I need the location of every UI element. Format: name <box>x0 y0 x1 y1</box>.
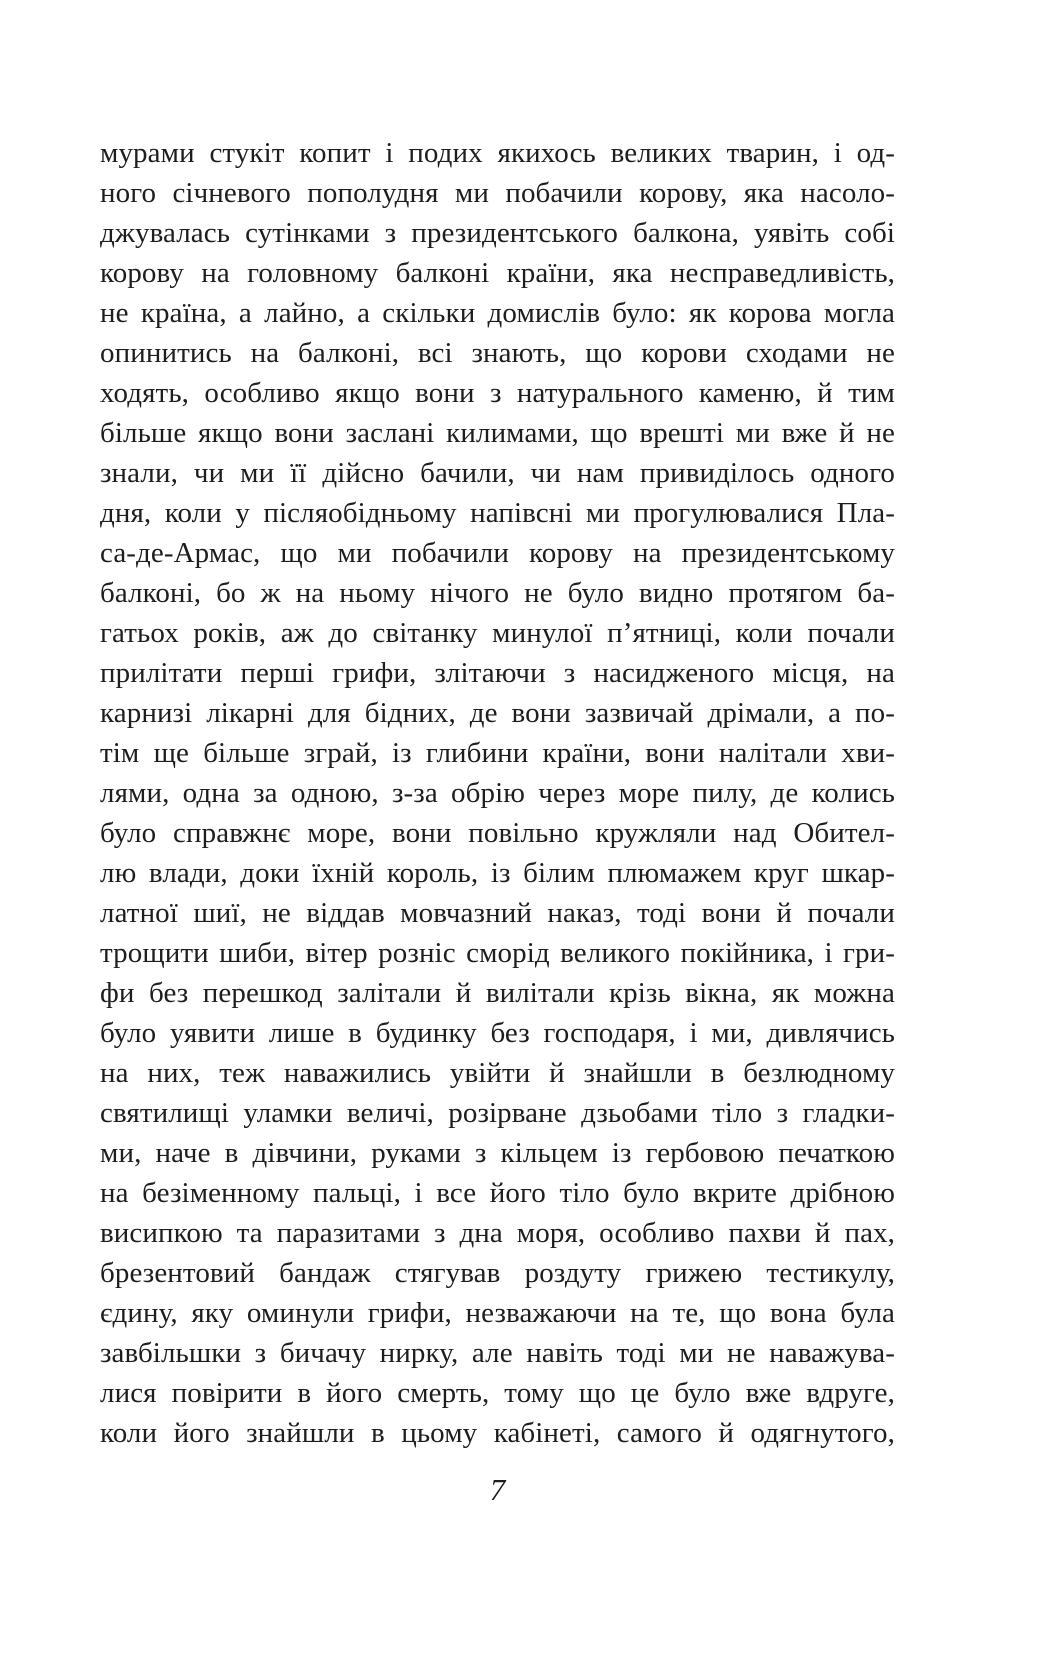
text-line: висипкою та паразитами з дна моря, особливо пахви й пах, <box>100 1217 895 1249</box>
text-line: було уявити лише в будинку без господаря, і ми, дивлячись <box>100 1017 895 1049</box>
page-number: 7 <box>489 1472 506 1507</box>
text-line: ходять, особливо якщо вони з натурального каменю, й тим <box>100 377 895 409</box>
text-line: трощити шиби, вітер розніс сморід великого покійника, і гри- <box>100 937 895 969</box>
text-line: лю влади, доки їхній король, із білим плюмажем круг шкар- <box>100 857 895 889</box>
text-line: тім ще більше зграй, із глибини країни, вони налітали хви- <box>100 737 895 769</box>
text-line: святилищі уламки величі, розірване дзьобами тіло з гладки- <box>100 1097 895 1129</box>
text-line: знали, чи ми її дійсно бачили, чи нам привиділось одного <box>100 457 895 489</box>
text-line: гатьох років, аж до світанку минулої п’ятниці, коли почали <box>100 617 895 649</box>
text-line: ного січневого пополудня ми побачили корову, яка насоло- <box>100 177 895 209</box>
text-line: лями, одна за одною, з-за обрію через море пилу, де колись <box>100 777 895 809</box>
text-line: прилітати перші грифи, злітаючи з насидженого місця, на <box>100 657 895 689</box>
text-line: опинитись на балконі, всі знають, що корови сходами не <box>100 337 895 369</box>
text-line: лися повірити в його смерть, тому що це було вже вдруге, <box>100 1377 895 1409</box>
text-line: брезентовий бандаж стягував роздуту грижею тестикулу, <box>100 1257 895 1289</box>
text-line: мурами стукіт копит і подих якихось великих тварин, і од- <box>100 137 895 169</box>
text-line: фи без перешкод залітали й вилітали крізь вікна, як можна <box>100 977 895 1009</box>
text-line: єдину, яку оминули грифи, незважаючи на те, що вона була <box>100 1297 895 1329</box>
text-line: не країна, а лайно, а скільки домислів було: як корова могла <box>100 297 895 329</box>
text-line: латної шиї, не віддав мовчазний наказ, тоді вони й почали <box>100 897 895 929</box>
body-text-block <box>100 133 895 1453</box>
text-line: коли його знайшли в цьому кабінеті, самого й одягнутого, <box>100 1417 895 1449</box>
text-line: джувалась сутінками з президентського балкона, уявіть собі <box>100 217 895 249</box>
text-line: було справжнє море, вони повільно кружляли над Обител- <box>100 817 895 849</box>
text-line: карнизі лікарні для бідних, де вони зазвичай дрімали, а по- <box>100 697 895 729</box>
text-line: са-де-Армас, що ми побачили корову на президентському <box>100 537 895 569</box>
text-line: на безіменному пальці, і все його тіло було вкрите дрібною <box>100 1177 895 1209</box>
text-line: на них, теж наважились увійти й знайшли в безлюдному <box>100 1057 895 1089</box>
text-line: ми, наче в дівчини, руками з кільцем із гербовою печаткою <box>100 1137 895 1169</box>
text-line: корову на головному балконі країни, яка несправедливість, <box>100 257 895 289</box>
text-line: завбільшки з бичачу нирку, але навіть тоді ми не наважува- <box>100 1337 895 1369</box>
text-line: більше якщо вони заслані килимами, що врешті ми вже й не <box>100 417 895 449</box>
text-line: дня, коли у післяобідньому напівсні ми прогулювалися Пла- <box>100 497 895 529</box>
text-line: балконі, бо ж на ньому нічого не було видно протягом ба- <box>100 577 895 609</box>
